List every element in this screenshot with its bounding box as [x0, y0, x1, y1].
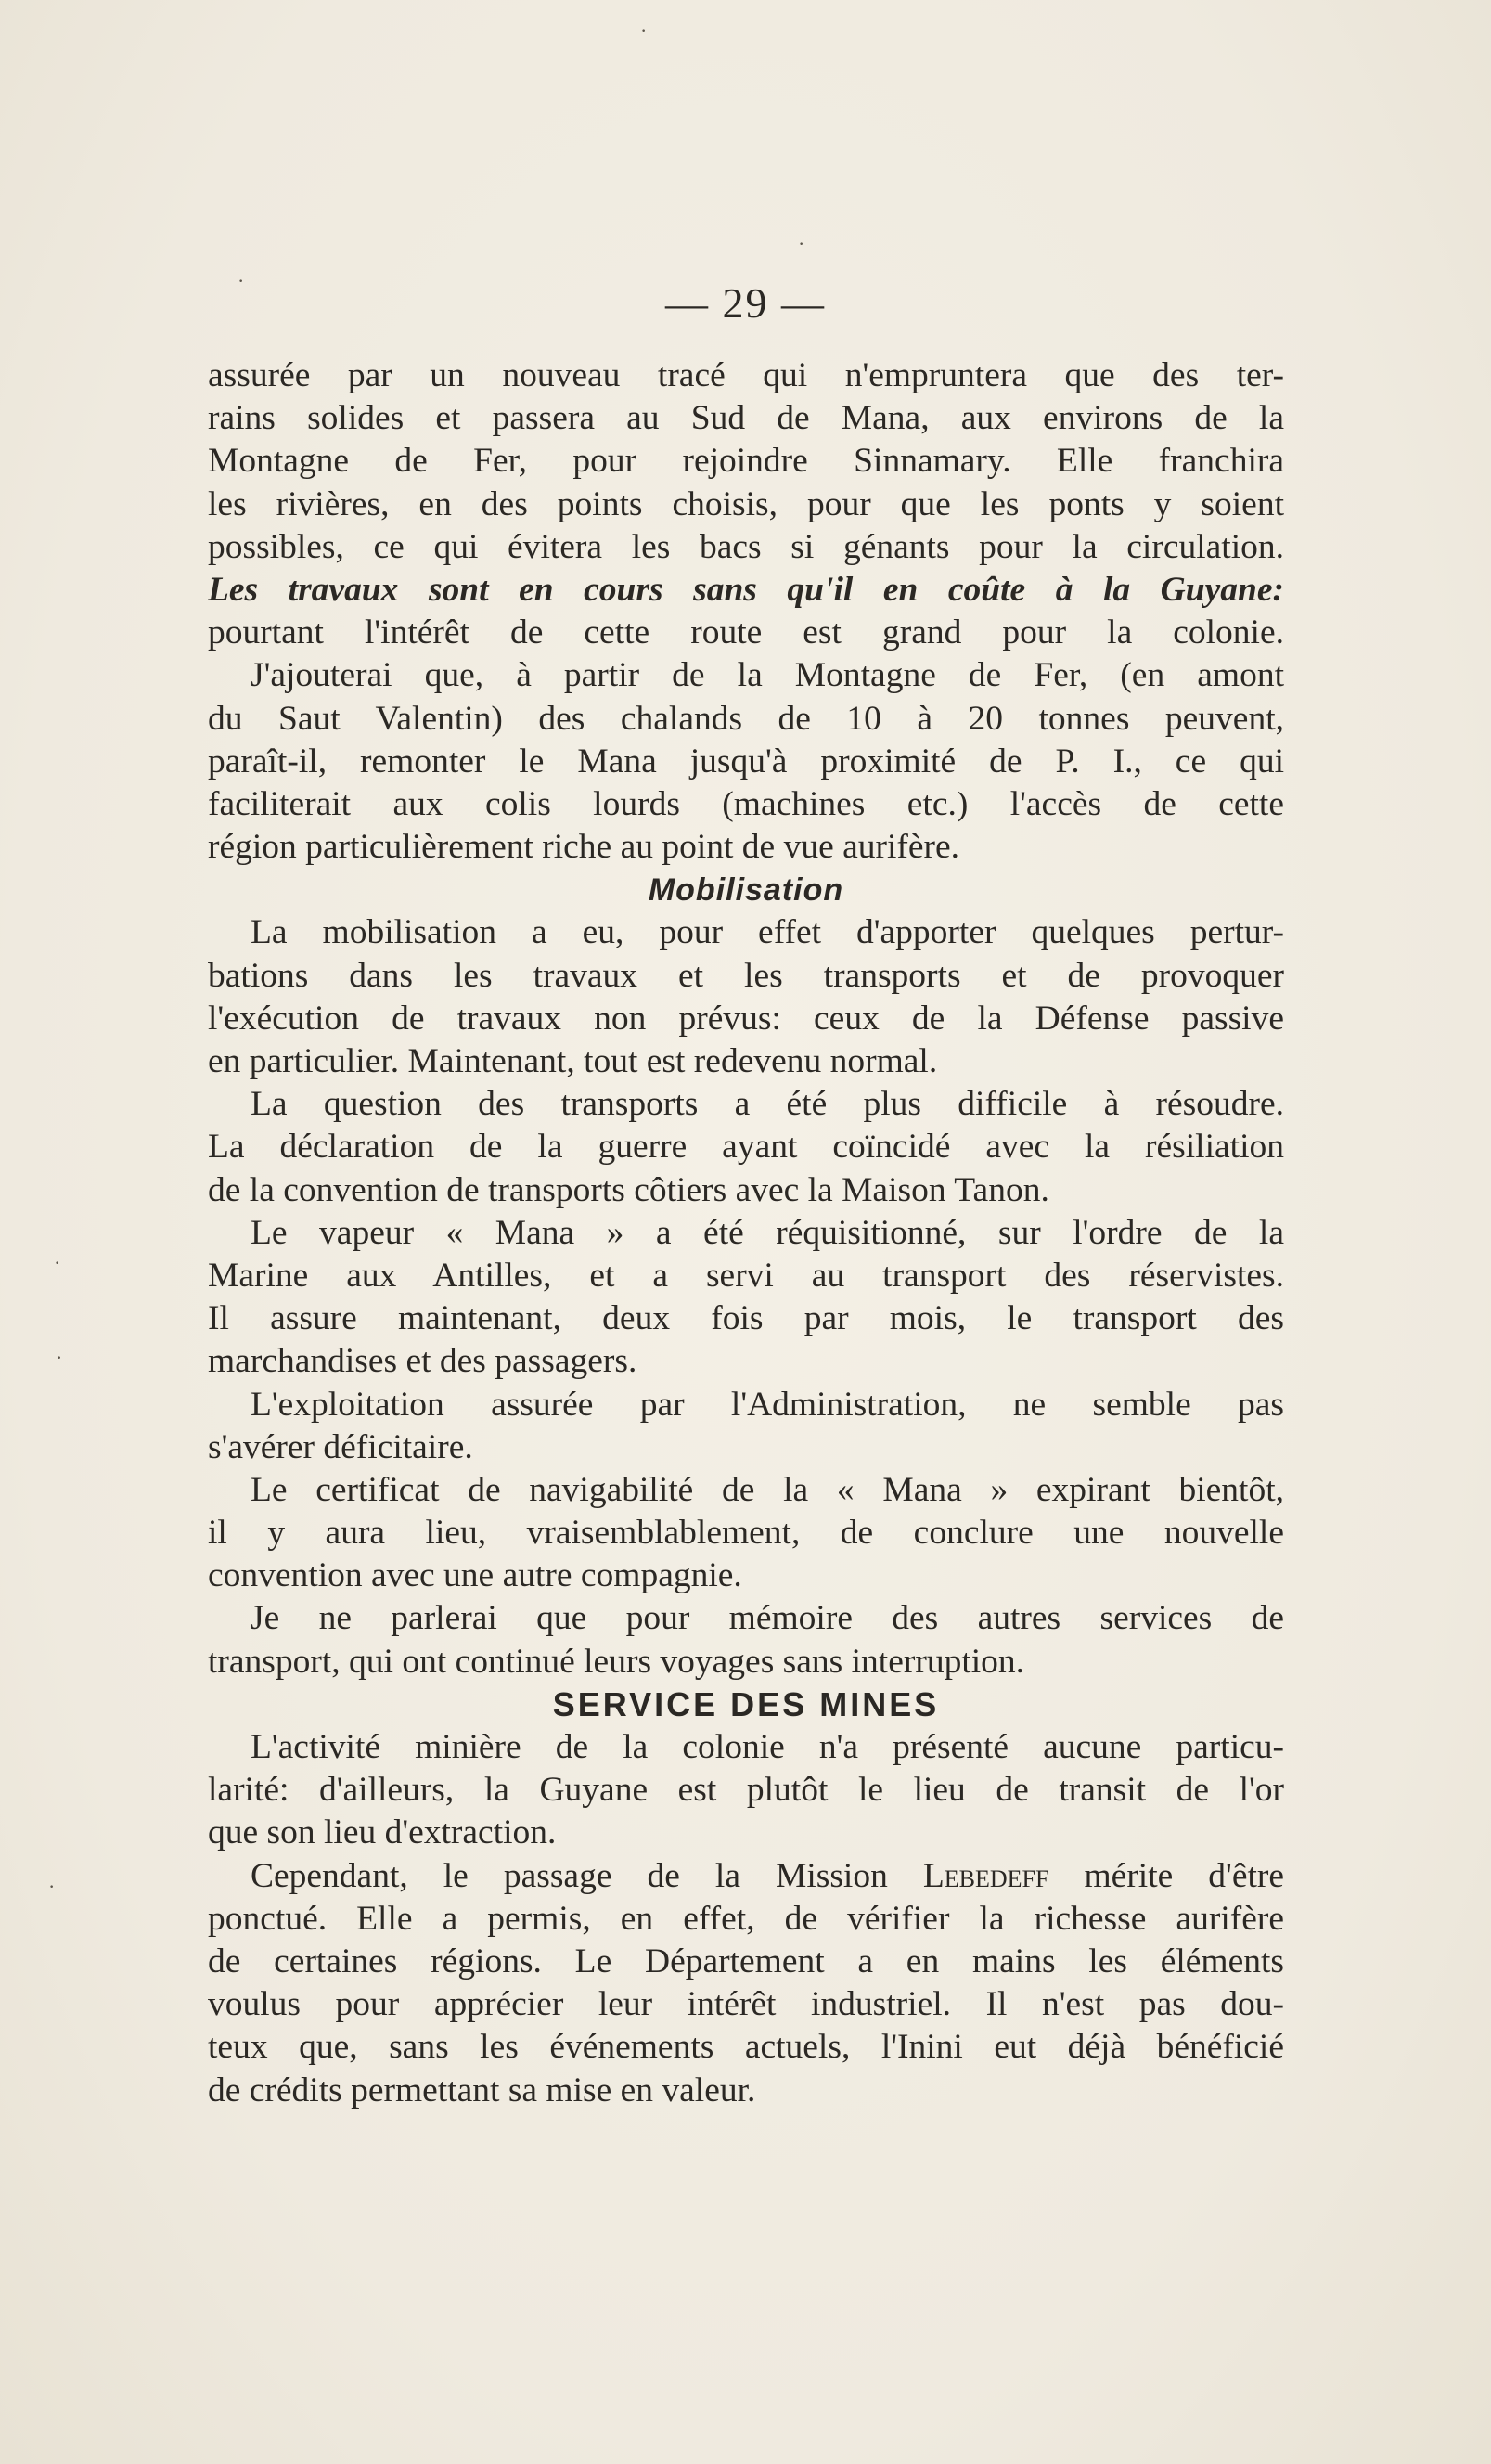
text-line: L'exploitation assurée par l'Administration, ne semble pas: [251, 1385, 1284, 1424]
text-line: l'exécution de travaux non prévus: ceux de la Défense passive: [208, 999, 1284, 1038]
print-speck: ·: [640, 19, 648, 42]
text-line: faciliterait aux colis lourds (machines etc.) l'accès de cette: [208, 784, 1284, 823]
text-line: du Saut Valentin) des chalands de 10 à 20 tonnes peuvent,: [208, 699, 1284, 738]
text-fragment: mérite d'être: [1048, 1856, 1284, 1895]
text-line: transport, qui ont continué leurs voyages sans interruption.: [208, 1642, 1025, 1681]
text-line: Montagne de Fer, pour rejoindre Sinnamary. Elle franchira: [208, 442, 1284, 481]
text-line: de crédits permettant sa mise en valeur.: [208, 2071, 756, 2109]
print-speck: ·: [238, 269, 245, 292]
text-line: J'ajouterai que, à partir de la Montagne de Fer, (en amont: [251, 656, 1284, 695]
text-line: région particulièrement riche au point de vue aurifère.: [208, 828, 960, 867]
text-line: La question des transports a été plus difficile à résoudre.: [251, 1085, 1284, 1124]
print-speck: ·: [54, 1251, 61, 1274]
text-line: pourtant l'intérêt de cette route est grand pour la colonie.: [208, 613, 1284, 652]
text-line: La déclaration de la guerre ayant coïncidé avec la résiliation: [208, 1128, 1284, 1167]
text-line: Le vapeur « Mana » a été réquisitionné, sur l'ordre de la: [251, 1213, 1284, 1252]
text-line: convention avec une autre compagnie.: [208, 1556, 742, 1595]
text-line: rains solides et passera au Sud de Mana, aux environs de la: [208, 399, 1284, 438]
text-line: Je ne parlerai que pour mémoire des autres services de: [251, 1599, 1284, 1638]
text-line: voulus pour apprécier leur intérêt industriel. Il n'est pas dou-: [208, 1985, 1284, 2024]
emphasis-line: Les travaux sont en cours sans qu'il en coûte à la Guyane:: [208, 570, 1284, 609]
print-speck: ·: [798, 232, 805, 255]
text-line: Il assure maintenant, deux fois par mois, le transport des: [208, 1299, 1284, 1338]
text-line: marchandises et des passagers.: [208, 1342, 637, 1381]
print-speck: ·: [48, 1875, 56, 1898]
text-line: paraît-il, remonter le Mana jusqu'à proximité de P. I., ce qui: [208, 742, 1284, 780]
body-text: [208, 355, 1284, 2112]
section-heading-mines: SERVICE DES MINES: [552, 1684, 940, 1723]
text-line: ponctué. Elle a permis, en effet, de vérifier la richesse aurifère: [208, 1899, 1284, 1938]
text-fragment: Cependant, le passage de la Mission: [251, 1856, 923, 1895]
text-line: L'activité minière de la colonie n'a présenté aucune particu-: [251, 1728, 1284, 1766]
text-line: assurée par un nouveau tracé qui n'empruntera que des ter-: [208, 356, 1284, 394]
text-line: Marine aux Antilles, et a servi au transport des réservistes.: [208, 1256, 1284, 1295]
text-line: de certaines régions. Le Département a en mains les éléments: [208, 1942, 1284, 1980]
text-line-mixed: [208, 1855, 1284, 1898]
text-line: en particulier. Maintenant, tout est redevenu normal.: [208, 1042, 938, 1080]
text-line: de la convention de transports côtiers avec la Maison Tanon.: [208, 1170, 1049, 1209]
text-line: Le certificat de navigabilité de la « Mana » expirant bientôt,: [251, 1470, 1284, 1509]
text-line: larité: d'ailleurs, la Guyane est plutôt le lieu de transit de l'or: [208, 1771, 1284, 1810]
text-line: teux que, sans les événements actuels, l'Inini eut déjà bénéficié: [208, 2028, 1284, 2067]
text-line: que son lieu d'extraction.: [208, 1813, 557, 1852]
text-line: s'avérer déficitaire.: [208, 1427, 473, 1466]
print-speck: ·: [56, 1346, 63, 1369]
mission-name: Lebedeff: [922, 1856, 1049, 1895]
page-number: — 29 —: [665, 279, 826, 327]
text-line: La mobilisation a eu, pour effet d'apporter quelques pertur-: [251, 913, 1284, 952]
section-heading-mobilisation: Mobilisation: [648, 872, 844, 909]
text-line: bations dans les travaux et les transports et de provoquer: [208, 956, 1284, 995]
text-line: les rivières, en des points choisis, pour que les ponts y soient: [208, 484, 1284, 523]
text-line: il y aura lieu, vraisemblablement, de conclure une nouvelle: [208, 1514, 1284, 1553]
text-line: possibles, ce qui évitera les bacs si génants pour la circulation.: [208, 527, 1284, 566]
